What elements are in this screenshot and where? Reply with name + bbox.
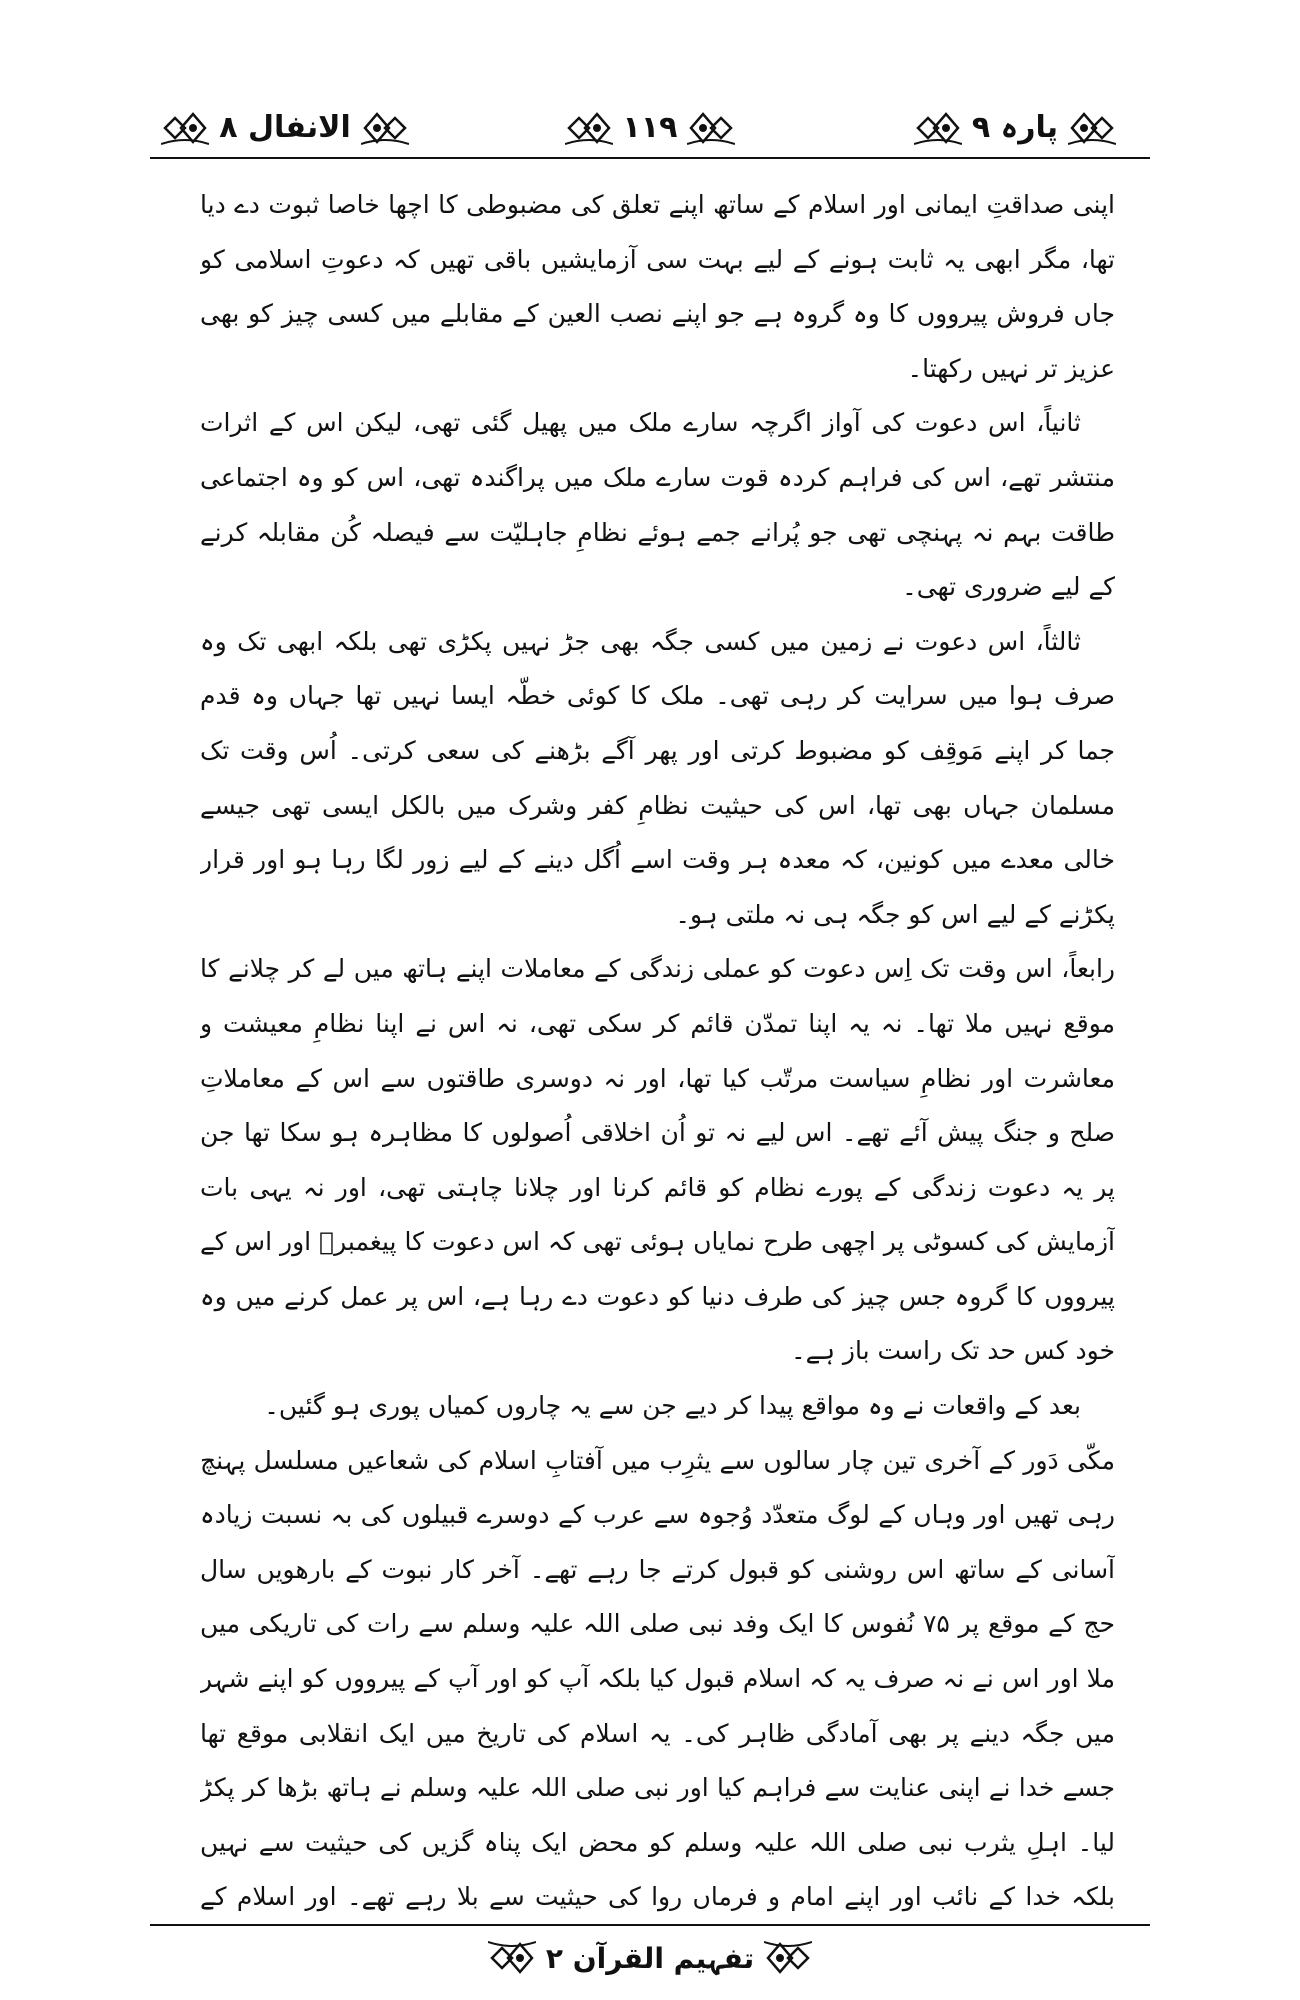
header-rule xyxy=(150,157,1150,159)
para-name: پارہ ۹ xyxy=(971,110,1059,145)
footer-rule xyxy=(150,1924,1150,1926)
ornament-icon xyxy=(687,108,735,148)
paragraph-thirdly: ثالثاً، اس دعوت نے زمین میں کسی جگہ بھی جڑ نہیں پکڑی تھی بلکہ ابھی تک وہ صرف ہوا میں سرایت کر رہی تھی۔ ملک کا کوئی خطّہ ایسا نہیں تھا جہاں وہ قدم جما کر اپنے مَوقِف کو مضبوط کرتی اور پھر آگے بڑھنے کی سعی کرتی۔ اُس وقت تک مسلمان جہاں بھی تھا، اس کی حیثیت نظامِ کفر وشرک میں بالکل ایسی تھی جیسے خالی معدے میں کونین، کہ معدہ ہر وقت اسے اُگل دینے کے لیے زور لگا رہا ہو اور قرار پکڑنے کے لیے اس کو جگہ ہی نہ ملتی ہو۔ xyxy=(200,626,1115,929)
ornament-icon xyxy=(764,1938,812,1978)
footer-book-title xyxy=(505,1934,795,1982)
paragraph-later-events: بعد کے واقعات نے وہ مواقع پیدا کر دیے جن سے یہ چاروں کمیاں پوری ہو گئیں۔ xyxy=(264,1391,1081,1421)
book-title: تفہیم القرآن ۲ xyxy=(545,1941,755,1975)
paragraph-fourthly: رابعاً، اس وقت تک اِس دعوت کو عملی زندگی کے معاملات اپنے ہاتھ میں لے کر چلانے کا موقع نہیں ملا تھا۔ نہ یہ اپنا تمدّن قائم کر سکی تھی، نہ اس نے اپنا نظامِ معیشت و معاشرت اور نظامِ سیاست مرتّب کیا تھا، اور نہ دوسری طاقتوں سے اس کے معاملاتِ صلح و جنگ پیش آئے تھے۔ اس لیے نہ تو اُن اخلاقی اُصولوں کا مظاہرہ ہو سکا تھا جن پر یہ دعوت زندگی کے پورے نظام کو قائم کرنا اور چلانا چاہتی تھی، اور نہ یہی بات آزمایش کی کسوٹی پر اچھی طرح نمایاں ہوئی تھی کہ اس دعوت کا پیغمبرؐ اور اس کے پیرووں کا گروہ جس چیز کی طرف دنیا کو دعوت دے رہا ہے، اس پر عمل کرنے میں وہ خود کس حد تک راست باز ہے۔ xyxy=(200,954,1115,1366)
ornament-icon xyxy=(161,108,209,148)
ornament-icon xyxy=(361,108,409,148)
ornament-icon xyxy=(1068,108,1116,148)
header-page-number xyxy=(555,103,745,153)
paragraph-makki-period: مکّی دَور کے آخری تین چار سالوں سے یثرِب میں آفتابِ اسلام کی شعاعیں مسلسل پہنچ رہی تھیں اور وہاں کے لوگ متعدّد وُجوہ سے عرب کے دوسرے قبیلوں کی بہ نسبت زیادہ آسانی کے ساتھ اس روشنی کو قبول کرتے جا رہے تھے۔ آخر کار نبوت کے بارھویں سال حج کے موقع پر ۷۵ نُفوس کا ایک وفد نبی صلی اللہ علیہ وسلم سے رات کی تاریکی میں ملا اور اس نے نہ صرف یہ کہ اسلام قبول کیا بلکہ آپ کو اور آپ کے پیرووں کو اپنے شہر میں جگہ دینے پر بھی آمادگی ظاہر کی۔ یہ اسلام کی تاریخ میں ایک انقلابی موقع تھا جسے خدا نے اپنی عنایت سے فراہم کیا اور نبی صلی اللہ علیہ وسلم نے ہاتھ بڑھا کر پکڑ لیا۔ اہلِ یثرب نبی صلی اللہ علیہ وسلم کو محض ایک پناہ گزیں کی حیثیت سے نہیں بلکہ خدا کے نائب اور اپنے امام و فرماں روا کی حیثیت سے بلا رہے تھے۔ اور اسلام کے xyxy=(200,1445,1115,1912)
header-para-label xyxy=(890,103,1140,153)
page-footer xyxy=(150,1910,1150,1990)
header-surah-label xyxy=(160,103,410,153)
ornament-icon xyxy=(914,108,962,148)
paragraph-secondly: ثانیاً، اس دعوت کی آواز اگرچہ سارے ملک میں پھیل گئی تھی، لیکن اس کے اثرات منتشر تھے، اس کی فراہم کردہ قوت سارے ملک میں پراگندہ تھی، اس کو وہ اجتماعی طاقت بہم نہ پہنچی تھی جو پُرانے جمے ہوئے نظامِ جاہلیّت سے فیصلہ کُن مقابلہ کرنے کے لیے ضروری تھی۔ xyxy=(200,408,1115,602)
paragraph-continuation: اپنی صداقتِ ایمانی اور اسلام کے ساتھ اپنے تعلق کی مضبوطی کا اچھا خاصا ثبوت دے دیا تھا، مگر ابھی یہ ثابت ہونے کے لیے بہت سی آزمایشیں باقی تھیں کہ دعوتِ اسلامی کو جاں فروش پیرووں کا وہ گروہ ہے جو اپنے نصب العین کے مقابلے میں کسی چیز کو بھی عزیز تر نہیں رکھتا۔ xyxy=(200,190,1115,383)
ornament-icon xyxy=(565,108,613,148)
body-text xyxy=(200,178,1115,1918)
page-header xyxy=(150,95,1150,165)
surah-name: الانفال ۸ xyxy=(219,110,351,145)
ornament-icon xyxy=(488,1938,536,1978)
page-number: ۱۱۹ xyxy=(622,110,678,145)
